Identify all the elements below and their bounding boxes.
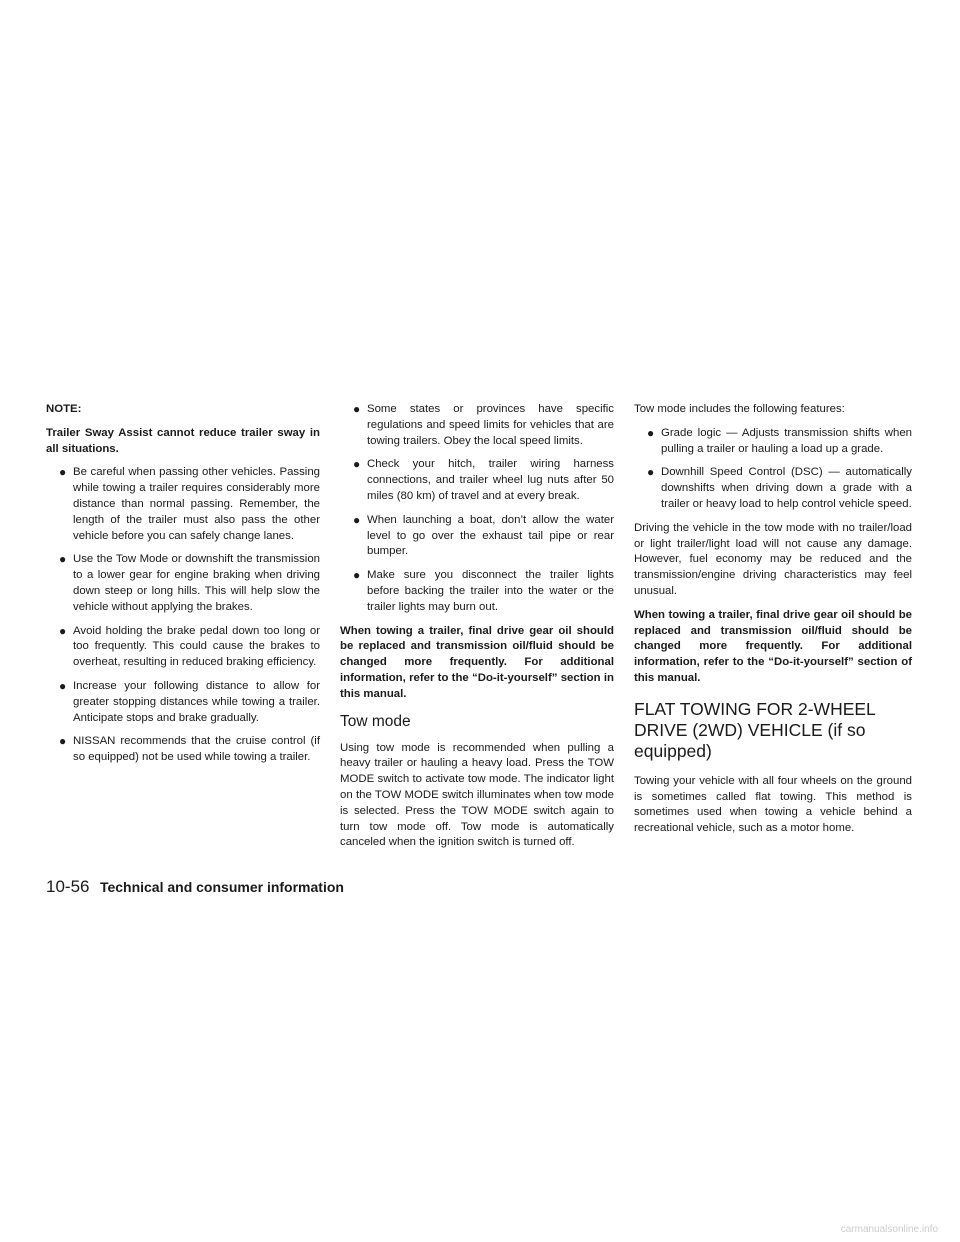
tow-mode-intro: Tow mode includes the following features: <box>634 403 845 415</box>
bullet-icon: ● <box>353 402 361 416</box>
bullet-icon: ● <box>353 568 361 583</box>
list-item: ● Increase your following distance to allow for greater stopping distances while towing a trailer. Anticipate stops and brake gradually. <box>59 678 320 724</box>
towing-tips-list-continued <box>340 402 614 616</box>
list-item: ● Make sure you disconnect the trailer lights before backing the trailer into the water or the trailer lights may burn out. <box>353 568 614 613</box>
watermark: carmanualsonline.info <box>840 1224 938 1235</box>
column-left <box>46 402 320 774</box>
bullet-icon: ● <box>59 465 67 480</box>
column-middle <box>340 402 614 859</box>
bullet-icon: ● <box>353 457 361 472</box>
list-item: ● Grade logic — Adjusts transmission shifts when pulling a trailer or hauling a load up a grade. <box>647 425 912 455</box>
tow-mode-heading: Tow mode <box>340 712 411 730</box>
bullet-icon: ● <box>647 425 655 440</box>
sway-warning: Trailer Sway Assist cannot reduce trailer sway in all situations. <box>46 426 320 455</box>
towing-tips-list <box>46 465 320 766</box>
flat-towing-paragraph: Towing your vehicle with all four wheels on the ground is sometimes called flat towing. This method is sometimes used when towing a vehicle behind a recreational vehicle, such as a motor home. <box>634 774 912 835</box>
list-item: ● Check your hitch, trailer wiring harness connections, and trailer wheel lug nuts after 50 miles (80 km) of travel and at every break. <box>353 457 614 502</box>
chapter-title: Technical and consumer information <box>99 879 344 895</box>
list-item: ● Avoid holding the brake pedal down too long or too frequently. This could cause the brakes to overheat, resulting in reduced braking efficiency. <box>59 623 320 669</box>
bullet-icon: ● <box>647 465 655 480</box>
bullet-icon: ● <box>59 552 67 567</box>
list-item: ● When launching a boat, don’t allow the water level to go over the exhaust tail pipe or rear bumper. <box>353 512 614 558</box>
tow-mode-features-list <box>634 426 912 513</box>
flat-towing-heading: FLAT TOWING FOR 2-WHEEL DRIVE (2WD) VEHICLE (if so equipped) <box>634 698 876 761</box>
column-right <box>634 402 912 845</box>
note-label: NOTE: <box>46 403 82 415</box>
page-footer <box>46 877 344 897</box>
list-item: ● Downhill Speed Control (DSC) — automatically downshifts when driving down a grade with a trailer or heavy load to help control vehicle speed. <box>647 465 912 510</box>
list-item: ● Some states or provinces have specific regulations and speed limits for vehicles that are towing trailers. Obey the local speed limits. <box>353 402 614 447</box>
list-item: ● Use the Tow Mode or downshift the transmission to a lower gear for engine braking when driving down steep or long hills. This will help slow the vehicle without applying the brakes. <box>59 552 320 613</box>
list-item: ● NISSAN recommends that the cruise control (if so equipped) not be used while towing a trailer. <box>59 734 320 764</box>
tow-mode-driving-paragraph: Driving the vehicle in the tow mode with no trailer/load or light trailer/light load will not cause any damage. However, fuel economy may be reduced and the transmission/engine driving characteristics may feel unusual. <box>634 521 912 597</box>
gear-oil-note-2: When towing a trailer, final drive gear oil should be replaced and transmission oil/fluid should be changed more frequently. For additional information, refer to the “Do-it-yourself” section of this manual. <box>634 608 912 684</box>
bullet-icon: ● <box>59 678 67 693</box>
page-number: 10-56 <box>46 877 90 896</box>
tow-mode-paragraph: Using tow mode is recommended when pulling a heavy trailer or hauling a heavy load. Press the TOW MODE switch to activate tow mode. The indicator light on the TOW MODE switch illuminates when tow mode is selected. Press the TOW MODE switch again to turn tow mode off. Tow mode is automatically canceled when the ignition switch is turned off. <box>340 741 614 849</box>
bullet-icon: ● <box>59 734 67 749</box>
list-item: ● Be careful when passing other vehicles. Passing while towing a trailer requires considerably more distance than normal passing. Remember, the length of the trailer must also pass the other vehicle before you can safely change lanes. <box>59 465 320 542</box>
bullet-icon: ● <box>353 512 361 527</box>
bullet-icon: ● <box>59 623 67 638</box>
gear-oil-note: When towing a trailer, final drive gear oil should be replaced and transmission oil/fluid should be changed more frequently. For additional information, refer to the “Do-it-yourself” section in this manual. <box>340 624 614 700</box>
